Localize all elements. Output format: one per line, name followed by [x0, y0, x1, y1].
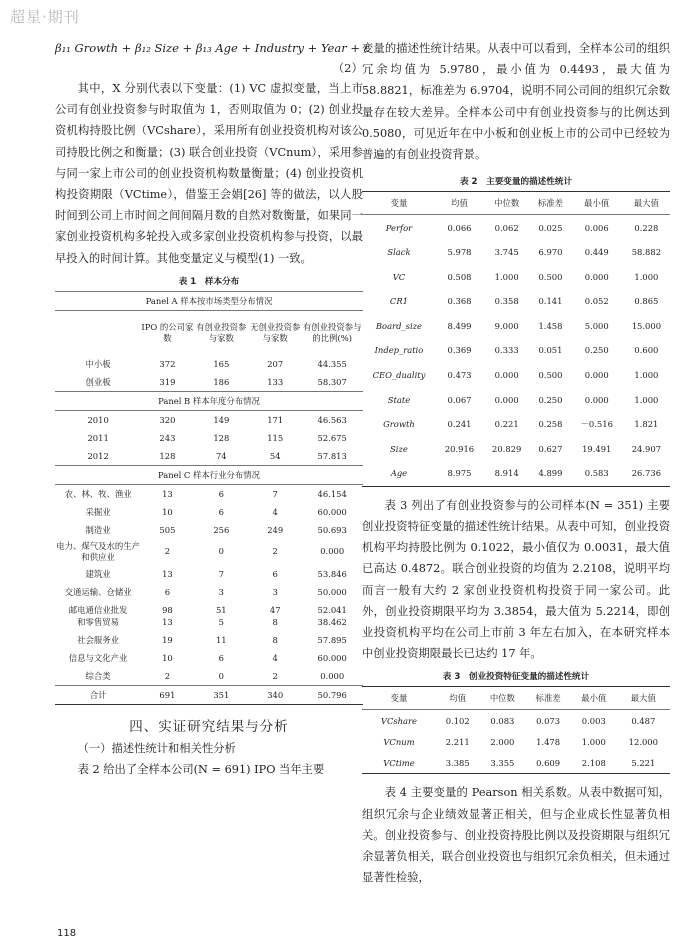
table-row: [55, 565, 363, 583]
table-cell: 57.895: [317, 634, 347, 645]
table-cell: 53.846: [317, 568, 347, 579]
table-cell: 0.000: [320, 546, 345, 557]
table-cell: 3.745: [494, 247, 519, 258]
table-cell: 2: [164, 546, 171, 557]
table-cell: Slack: [387, 247, 411, 258]
table-cell: 50.796: [301, 685, 363, 704]
table-cell: 2: [272, 546, 278, 557]
table-cell: 创业板: [85, 376, 111, 387]
left-column: [55, 38, 370, 780]
table-cell: 0.025: [538, 222, 563, 233]
table-row: [362, 289, 670, 314]
table-row: [55, 583, 363, 601]
table-cell: 建筑业: [85, 568, 111, 579]
table-cell: 7: [272, 488, 278, 499]
table-cell: 54: [269, 450, 281, 461]
table-cell: 320: [159, 414, 176, 425]
table-cell: 0.333: [494, 345, 519, 356]
table-cell: 6: [218, 652, 224, 663]
table-cell: 243: [159, 432, 176, 443]
table-row: [55, 667, 363, 686]
table-row: [362, 264, 670, 289]
table-cell: 0.228: [634, 222, 659, 233]
table-cell: 5.221: [631, 757, 656, 768]
table2-header-cell: 中位数: [483, 192, 530, 215]
table-cell: 11: [215, 634, 227, 645]
table-cell: 0.141: [538, 296, 563, 307]
table-cell: 6: [218, 488, 224, 499]
table-cell: 1.458: [538, 320, 563, 331]
table1-caption: 表 1 样本分布: [178, 276, 240, 287]
table-row: [362, 752, 670, 774]
table2-intro-paragraph: 表 2 给出了全样本公司(N = 691) IPO 当年主要: [77, 762, 325, 776]
table-cell: 0.368: [447, 296, 472, 307]
table-cell: 1.000: [581, 736, 606, 747]
table3-vc-statistics: [362, 686, 670, 774]
table3-header-cell: 最小值: [571, 687, 617, 710]
table-row: [362, 387, 670, 412]
table-cell: 52.675: [317, 432, 347, 443]
table-row: [362, 412, 670, 437]
table-row: [55, 539, 363, 565]
table-cell: 12.000: [628, 736, 658, 747]
table-cell: CR1: [389, 296, 408, 307]
table-cell: 58.307: [317, 376, 347, 387]
table-row: [55, 373, 363, 392]
table-cell: 10: [162, 652, 173, 663]
table-cell: 505: [159, 524, 176, 535]
table-cell: 0.487: [631, 715, 656, 726]
table-cell: 60.000: [317, 506, 347, 517]
table3-header-cell: 最大值: [617, 687, 670, 710]
table-cell: 6: [272, 568, 278, 579]
vc-characteristics-paragraph: 表 3 列出了有创业投资参与的公司样本(N = 351) 主要创业投资特征变量的描述性统计结果。从表中可知，创业投资机构平均持股比例为 0.1022，最小值仅为 0.0031，最大值已高达 0.4872。联合创业投资的均值为 2.2108，说明平均而言一般有大约 2 家创业投资机构投资于同一家公司。此外，创业投资期限平均为 3.3854，最大值为 5.2214，即创业投资机构平均在公司上市前 3 年左右加入，在本研究样本中创业投资期限最长已达约 17 年。: [362, 498, 670, 661]
table-cell: 0: [218, 546, 224, 557]
table1-header-cell: IPO 的公司家数: [141, 321, 194, 343]
table-cell: 3: [218, 586, 224, 597]
table-row: [55, 521, 363, 539]
table1-total-row: [55, 685, 363, 704]
table-cell: 128: [159, 450, 176, 461]
table-cell: 0.600: [634, 345, 659, 356]
table-cell: 0.102: [445, 715, 470, 726]
table-cell: 74: [215, 450, 227, 461]
table-row: [362, 314, 670, 339]
equation-number: （2）: [332, 61, 363, 75]
table-cell: 46.563: [317, 414, 347, 425]
table-cell: 4: [272, 506, 278, 517]
table-cell: 0.241: [447, 419, 472, 430]
table-cell: 1.000: [494, 271, 519, 282]
table-cell: 0.250: [538, 394, 563, 405]
table-cell: 0.051: [538, 345, 563, 356]
table-cell: 0.073: [536, 715, 561, 726]
table3-header-cell: 均值: [436, 687, 480, 710]
table-cell: 19.491: [582, 443, 612, 454]
table-cell: VC: [392, 271, 406, 282]
table2-caption: 表 2 主要变量的描述性统计: [459, 177, 573, 188]
table-cell: 8: [272, 634, 278, 645]
variable-definition-paragraph: 其中，X 分别代表以下变量：(1) VC 虚拟变量，当上市公司有创业投资参与时取值为 1，否则取值为 0；(2) 创业投资机构持股比例（VCshare），采用所有创业投资机构对该公司持股比例之和衡量；(3) 联合创业投资（VCnum），采用参与同一家上市公司的创业投资机构数量衡量；(4) 创业投资机构投资期限（VCtime），借鉴王会娟[26] 等的做法，以人股时间到公司上市时间之间间隔月数的自然对数衡量，如果同一家创业投资机构多轮投入或多家创业投资机构参与投资，以最早投入的时间计算。其他变量定义与模型(1) 一致。: [55, 82, 363, 265]
table-cell: 6.970: [538, 247, 563, 258]
table-row: [55, 484, 363, 503]
table-cell: 制造业: [85, 524, 111, 535]
table-row: [55, 631, 363, 649]
table-cell: 3.355: [490, 757, 515, 768]
table-cell: 6: [164, 586, 171, 597]
table-cell: 0.250: [584, 345, 609, 356]
table-cell: 电力、煤气及水的生产和供应业: [56, 540, 140, 562]
table-cell: VCnum: [383, 736, 415, 747]
table-cell: 5.000: [584, 320, 609, 331]
table-row: [362, 338, 670, 363]
table-cell: 合计: [55, 685, 141, 704]
table-cell: 5.978: [447, 247, 472, 258]
table-cell: 0.221: [494, 419, 519, 430]
table-cell: State: [387, 394, 411, 405]
table2-header-cell: 均值: [436, 192, 483, 215]
table-cell: 44.355: [317, 358, 347, 369]
table-cell: 149: [213, 414, 230, 425]
table-cell: 1.821: [634, 419, 659, 430]
table-cell: 340: [249, 685, 301, 704]
table-cell: 8.914: [494, 468, 519, 479]
table-cell: Growth: [383, 419, 415, 430]
table2-descriptive-statistics: [362, 191, 670, 487]
table-row: [362, 215, 670, 240]
table-row: [55, 410, 363, 429]
table-cell: 1.000: [634, 370, 659, 381]
table-cell: 15.000: [631, 320, 662, 331]
table-cell: 0.000: [494, 370, 519, 381]
table-cell: VCtime: [383, 757, 415, 768]
table-cell: 0.003: [581, 715, 606, 726]
table-cell: 2.108: [581, 757, 606, 768]
table-cell: 10: [162, 506, 173, 517]
table-cell: 0.006: [584, 222, 609, 233]
table-cell: 0.083: [490, 715, 515, 726]
table-cell: 9.000: [494, 320, 519, 331]
table-cell: 0.865: [634, 296, 659, 307]
table-cell: 2: [272, 670, 278, 681]
table-cell: 26.736: [631, 468, 662, 479]
table-cell: 0.508: [447, 271, 472, 282]
table1-panel-a: Panel A 样本按市场类型分布情况: [55, 291, 363, 310]
table-cell: CEO_duality: [372, 370, 426, 381]
table2-header-cell: 变量: [362, 192, 436, 215]
table-cell: 50.693: [317, 524, 347, 535]
table-row: [55, 503, 363, 521]
table-cell: 1.000: [634, 394, 659, 405]
table-cell: 249: [267, 524, 284, 535]
table1-header-row: [55, 310, 363, 355]
table-cell: 2011: [87, 432, 109, 443]
table-cell: －0.516: [580, 419, 613, 430]
table3-caption: 表 3 创业投资特征变量的描述性统计: [442, 672, 590, 683]
table-cell: 0.500: [538, 271, 563, 282]
table-cell: 186: [213, 376, 230, 387]
table-cell: VCshare: [380, 715, 417, 726]
table-cell: 207: [267, 358, 284, 369]
table-cell: 7: [218, 568, 224, 579]
table3-header-cell: 标准差: [525, 687, 571, 710]
table-cell: 交通运输、仓储业: [64, 586, 132, 597]
subsection-title: （一）描述性统计和相关性分析: [77, 741, 236, 755]
table-cell: 0.358: [494, 296, 519, 307]
table-row: [55, 649, 363, 667]
table-cell: 0.449: [584, 247, 609, 258]
table-cell: 8.499: [447, 320, 472, 331]
table2-header-cell: 标准差: [530, 192, 570, 215]
table1-sample-distribution: [55, 291, 363, 705]
table1-panel-b: Panel B 样本年度分布情况: [55, 391, 363, 410]
table-cell: 0.609: [536, 757, 561, 768]
table-cell: 0.000: [494, 394, 519, 405]
table-cell: 13: [162, 488, 173, 499]
table-cell: 115: [267, 432, 284, 443]
page-number: 118: [57, 928, 77, 939]
table-cell: 2: [164, 670, 171, 681]
table3-header-cell: 变量: [362, 687, 436, 710]
table-cell: Size: [390, 443, 408, 454]
table-row: [55, 601, 363, 631]
table-cell: 0.627: [538, 443, 563, 454]
table-cell: Board_size: [375, 320, 422, 331]
table-cell: 0.473: [447, 370, 472, 381]
table-cell: 信息与文化产业: [68, 652, 128, 663]
table-cell: 47 8: [269, 604, 281, 627]
table-cell: 52.041 38.462: [317, 604, 347, 627]
table-cell: 3: [272, 586, 278, 597]
table-row: [362, 363, 670, 388]
table-cell: 2012: [87, 450, 109, 461]
table-cell: 128: [213, 432, 230, 443]
table-cell: 165: [213, 358, 230, 369]
table-cell: 0.583: [584, 468, 609, 479]
table1-panel-c: Panel C 样本行业分布情况: [55, 465, 363, 484]
table-cell: 691: [141, 685, 193, 704]
table-row: [362, 437, 670, 462]
table-cell: 20.829: [492, 443, 522, 454]
table-cell: 46.154: [317, 488, 347, 499]
table-cell: 邮电通信业批发 和零售贸易: [68, 604, 128, 627]
table-cell: 8.975: [447, 468, 472, 479]
table-cell: 24.907: [631, 443, 662, 454]
table-cell: 1.478: [536, 736, 561, 747]
table-cell: 256: [213, 524, 230, 535]
table-cell: 0: [218, 670, 224, 681]
table2-header-row: [362, 192, 670, 215]
table-cell: 2.000: [490, 736, 515, 747]
table-cell: 0.258: [538, 419, 563, 430]
table-row: [362, 240, 670, 265]
table-cell: 58.882: [631, 247, 662, 258]
table-cell: 3.385: [445, 757, 470, 768]
table-cell: 19: [162, 634, 173, 645]
table-cell: 51 5: [215, 604, 227, 627]
table-cell: 0.066: [447, 222, 472, 233]
table-cell: 中小板: [85, 358, 111, 369]
table-cell: 57.813: [317, 450, 347, 461]
table-row: [55, 429, 363, 447]
table3-header-row: [362, 687, 670, 710]
table-cell: Age: [390, 468, 408, 479]
table-cell: 13: [162, 568, 173, 579]
table1-header-cell: 有创业投资参与家数: [196, 321, 247, 343]
table-row: [362, 731, 670, 752]
table2-header-cell: 最小值: [571, 192, 623, 215]
table-cell: 采掘业: [85, 506, 111, 517]
table1-header-cell: 有创业投资参与的比例(%): [302, 321, 362, 343]
table-cell: 20.916: [444, 443, 475, 454]
table-cell: 0.000: [320, 670, 345, 681]
table-cell: 133: [267, 376, 284, 387]
table2-header-cell: 最大值: [623, 192, 670, 215]
watermark: 超星·期刊: [10, 8, 80, 26]
table-cell: 0.067: [447, 394, 472, 405]
table-cell: 50.000: [317, 586, 347, 597]
table-cell: 0.062: [494, 222, 519, 233]
table-cell: 2.211: [445, 736, 470, 747]
table-cell: 4: [272, 652, 278, 663]
table-cell: 60.000: [317, 652, 347, 663]
table-cell: 综合类: [85, 670, 111, 681]
table-cell: 351: [194, 685, 249, 704]
table-cell: 2010: [87, 414, 109, 425]
table-row: [55, 355, 363, 373]
table3-header-cell: 中位数: [480, 687, 526, 710]
table-cell: 0.500: [538, 370, 563, 381]
correlation-paragraph: 表 4 主要变量的 Pearson 相关系数。从表中数据可知，组织冗余与企业绩效显著正相关，但与企业成长性显著负相关。创业投资参与、创业投资持股比例以及投资期限与组织冗余显著负相关，联合创业投资也与组织冗余负相关，但未通过显著性检验，: [362, 786, 670, 885]
table-cell: 社会服务业: [77, 634, 120, 645]
table-cell: Perfor: [385, 222, 413, 233]
table-row: [362, 461, 670, 486]
table-cell: 171: [267, 414, 284, 425]
table-cell: 319: [159, 376, 176, 387]
table-cell: 98 13: [162, 604, 173, 627]
table-cell: 0.000: [584, 370, 609, 381]
table-row: [55, 447, 363, 466]
table1-header-cell: [55, 310, 141, 355]
model-formula: β₁₁ Growth + β₁₂ Size + β₁₃ Age + Industry + Year + ε: [55, 41, 370, 55]
table-cell: 0.052: [584, 296, 609, 307]
section-title: 四、实证研究结果与分析: [129, 718, 289, 735]
table-row: [362, 710, 670, 732]
table-cell: 6: [218, 506, 224, 517]
table-cell: Indep_ratio: [374, 345, 424, 356]
table-cell: 4.899: [538, 468, 563, 479]
table-cell: 0.000: [584, 271, 609, 282]
table-cell: 372: [159, 358, 176, 369]
table-cell: 1.000: [634, 271, 659, 282]
table1-header-cell: 无创业投资参与家数: [250, 321, 301, 343]
right-column: [362, 38, 670, 888]
table-cell: 农、林、牧、渔业: [64, 488, 132, 499]
table-cell: 0.369: [447, 345, 472, 356]
descriptive-stats-paragraph: 变量的描述性统计结果。从表中可以看到，全样本公司的组织冗余均值为 5.9780，最小值为 0.4493，最大值为 58.8821，标准差为 6.9704，说明不同公司间的组织冗余数量存在较大差异。全样本公司中有创业投资参与的比例达到 0.5080，可见近年在中小板和创业板上市的公司中已经较为普遍的有创业投资背景。: [362, 42, 670, 162]
table-cell: 0.000: [584, 394, 609, 405]
